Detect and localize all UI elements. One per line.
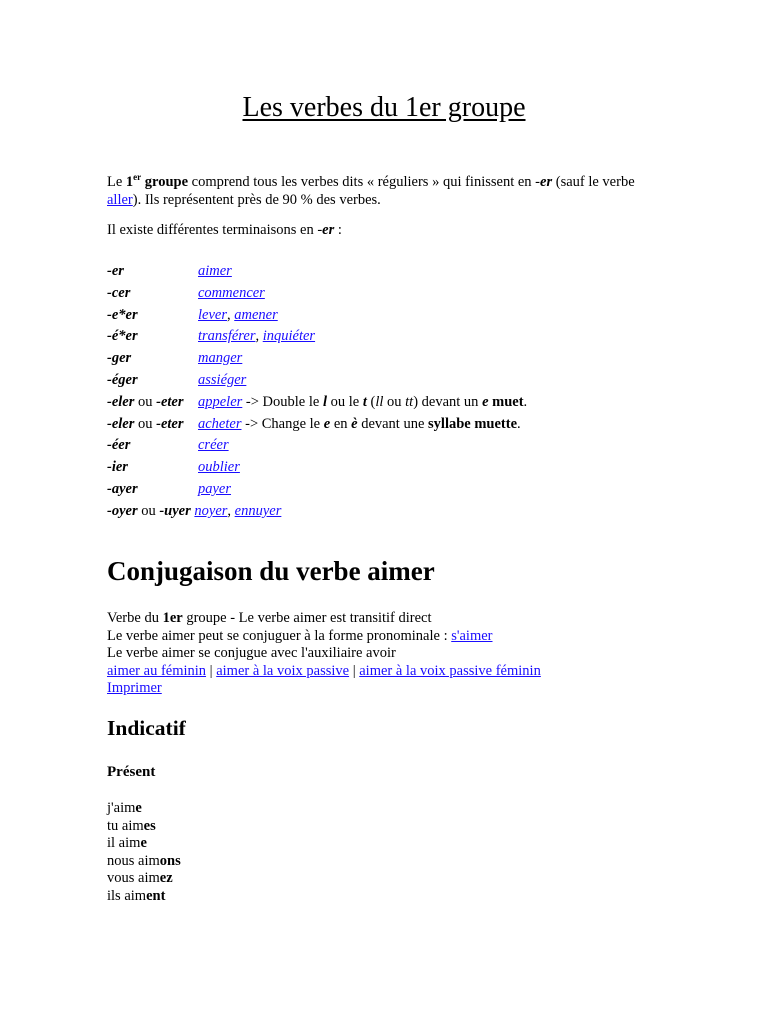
passive-feminine-link[interactable]: aimer à la voix passive féminin (359, 662, 541, 679)
verb-link[interactable]: noyer (194, 502, 228, 519)
verb-link[interactable]: transférer (198, 328, 256, 345)
conjugation-row: nous aimons (107, 852, 181, 869)
page-title: Les verbes du 1er groupe (242, 92, 526, 123)
verb-description: Verbe du 1er groupe - Le verbe aimer est transitif direct Le verbe aimer peut se conjuguer à la forme pronominale : s'aimer Le verbe aimer se conjugue avec l'auxiliaire avoir aimer au féminin | aimer à la voix passive | aimer à la voix passive féminin Imprimer (107, 610, 541, 697)
verb-link[interactable]: manger (198, 350, 243, 367)
tense-heading: Présent (107, 764, 156, 780)
conjugation-row: ils aiment (107, 887, 166, 904)
endings-intro: Il existe différentes terminaisons en -er : (107, 222, 342, 238)
verb-link[interactable]: payer (198, 480, 232, 497)
verb-link[interactable]: aimer (198, 263, 232, 279)
verb-link[interactable]: inquiéter (262, 328, 316, 345)
verb-link[interactable]: assiéger (198, 371, 247, 388)
verb-link[interactable]: créer (198, 437, 229, 454)
conjugation-row: vous aimez (107, 870, 173, 887)
verb-link[interactable]: ennuyer (234, 502, 282, 519)
conjugation-list (107, 800, 181, 906)
conjugation-row: tu aimes (107, 817, 156, 834)
mood-heading: Indicatif (107, 716, 186, 740)
passive-voice-link[interactable]: aimer à la voix passive (216, 662, 350, 679)
conjugation-row: il aime (107, 835, 147, 852)
pronominal-link[interactable]: s'aimer (451, 627, 493, 644)
conjugation-row: j'aime (107, 800, 142, 816)
verb-link[interactable]: lever (198, 306, 227, 323)
print-link[interactable]: Imprimer (107, 680, 162, 697)
verb-link[interactable]: amener (234, 306, 278, 323)
conjugation-heading: Conjugaison du verbe aimer (107, 556, 435, 586)
verb-link[interactable]: oublier (198, 459, 240, 476)
verb-link[interactable]: acheter (198, 415, 242, 432)
feminine-link[interactable]: aimer au féminin (107, 662, 207, 679)
intro-paragraph: Le 1er groupe comprend tous les verbes dits « réguliers » qui finissent en -er (sauf le verbe aller). Ils représentent près de 90 % des verbes. (107, 172, 635, 208)
verb-link[interactable]: appeler (198, 393, 243, 410)
verb-link[interactable]: commencer (198, 284, 265, 301)
aller-link[interactable]: aller (107, 191, 133, 208)
